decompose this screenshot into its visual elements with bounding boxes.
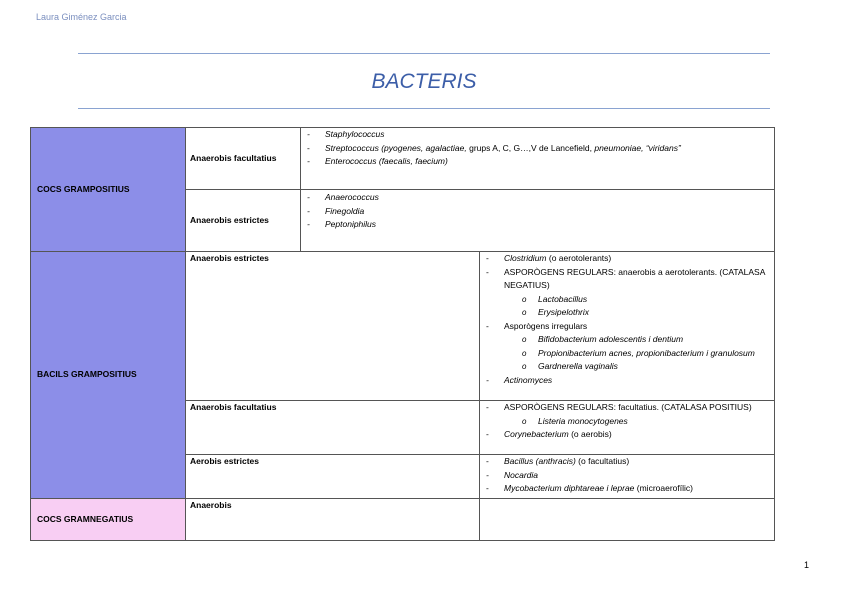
author-header: Laura Giménez Garcia: [36, 12, 127, 22]
bacteria-table: [30, 127, 775, 541]
list-item: [504, 320, 770, 374]
list-item: - Finegoldia: [325, 205, 770, 219]
sub-list-item: o Lactobacillus: [538, 293, 770, 307]
organism-note: (microaerofílic): [634, 483, 693, 493]
list-item: [504, 266, 770, 320]
organism-note: (o aerobis): [568, 429, 612, 439]
subgroup-label: Anaerobis: [186, 499, 480, 541]
organism-list: [305, 191, 770, 232]
sub-list-item: o Gardnerella vaginalis: [538, 360, 770, 374]
organism-list: [305, 128, 770, 169]
category-text: ASPORÒGENS REGULARS: anaerobis a aerotolerants. (CATALASA NEGATIUS): [504, 266, 765, 290]
list-item: - Peptoniphilus: [325, 218, 770, 232]
organism-note: (o facultatius): [575, 456, 630, 466]
group-cocs-grampositius: COCS GRAMPOSITIUS: [31, 128, 186, 252]
organism-note: (o aerotolerants): [546, 253, 612, 263]
subgroup-label: Anaerobis facultatius: [186, 128, 301, 190]
category-text: ASPORÒGENS REGULARS: facultatius. (CATALASA POSITIUS): [504, 402, 752, 412]
list-item: - Enterococcus (faecalis, faecium): [325, 155, 770, 169]
organism-name: Mycobacterium diphtareae i leprae: [504, 483, 635, 493]
organism-list-cell: [301, 128, 775, 190]
list-item: [325, 142, 770, 156]
organism-list-cell: [480, 499, 775, 541]
organism-list: [484, 252, 770, 387]
organism-list-cell: [480, 252, 775, 401]
list-item: [504, 428, 770, 442]
organism-name: pneumoniae, “viridans”: [594, 142, 681, 153]
category-text: Asporògens irregulars: [504, 320, 588, 331]
organism-list: [484, 455, 770, 496]
list-item: - Anaerococcus: [325, 191, 770, 205]
group-cocs-gramnegatius: COCS GRAMNEGATIUS: [31, 499, 186, 541]
page-title: BACTERIS: [371, 70, 477, 93]
organism-list-cell: [301, 190, 775, 252]
list-item: - Actinomyces: [504, 374, 770, 388]
list-item: [504, 455, 770, 469]
table-row: [31, 128, 775, 190]
page-number: 1: [804, 560, 810, 570]
list-item: [504, 252, 770, 266]
group-bacils-grampositius: BACILS GRAMPOSITIUS: [31, 252, 186, 499]
sub-list: [504, 293, 770, 320]
subgroup-label: Anaerobis estrictes: [186, 252, 480, 401]
title-rule-top: [78, 53, 770, 54]
organism-name: Corynebacterium: [504, 429, 569, 439]
sub-list-item: o Erysipelothrix: [538, 306, 770, 320]
sub-list: [504, 333, 770, 374]
sub-list-item: o Propionibacterium acnes, propionibacterium i granulosum: [538, 347, 770, 361]
list-item: [504, 401, 770, 428]
organism-name: Clostridium: [504, 253, 547, 263]
organism-name: Bacillus (anthracis): [504, 456, 576, 466]
subgroup-label: Anaerobis estrictes: [186, 190, 301, 252]
table-row: [31, 252, 775, 401]
table-row: [31, 499, 775, 541]
organism-note: grups A, C, G…,V de Lancefield,: [469, 142, 595, 153]
list-item: - Staphylococcus: [325, 128, 770, 142]
sub-list-item: o Listeria monocytogenes: [538, 415, 770, 429]
organism-list: [484, 401, 770, 442]
sub-list-item: o Bifidobacterium adolescentis i dentium: [538, 333, 770, 347]
title-rule-bottom: [78, 108, 770, 109]
subgroup-label: Anaerobis facultatius: [186, 401, 480, 455]
organism-list-cell: [480, 401, 775, 455]
subgroup-label: Aerobis estrictes: [186, 455, 480, 499]
organism-list-cell: [480, 455, 775, 499]
list-item: - Nocardia: [504, 469, 770, 483]
organism-name: Streptococcus (pyogenes, agalactiae,: [325, 142, 470, 153]
sub-list: [504, 415, 770, 429]
list-item: [504, 482, 770, 496]
